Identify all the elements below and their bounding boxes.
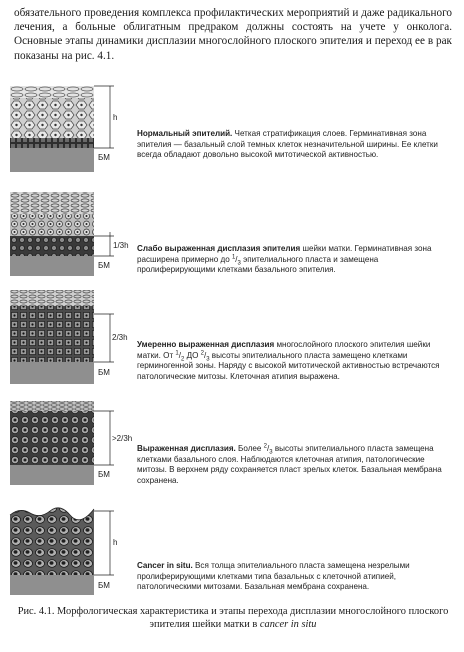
description-severe-dysplasia: Выраженная дисплазия. Более $^2/_3$ высоты эпителиального пласта замещена клетками базального слоя. Наблюдаются клеточная атипия, патологические митозы. В верхнем ряду сохраняется пласт зрелых клеток. Базальная мембрана сохранена.	[137, 443, 442, 485]
basement-membrane-label: БМ	[98, 470, 110, 479]
panel-cancer-in-situ	[10, 503, 128, 595]
illustration-mild-dysplasia	[10, 188, 128, 276]
stage-title: Cancer in situ.	[137, 561, 193, 570]
stage-title: Выраженная дисплазия.	[137, 444, 236, 453]
intro-paragraph: обязательного проведения комплекса профилактических мероприятий и даже радикального лечения, а больные облигатным предраком должны состоять на учете у онколога. Основные этапы динамики дисплазии многослойного плоского эпителия и переход ее в рак показаны на рис. 4.1.	[14, 7, 452, 62]
measure-label: >2/3h	[112, 434, 133, 443]
measure-label: 1/3h	[113, 241, 129, 250]
measure-label: h	[113, 113, 118, 122]
stage-title: Умеренно выраженная дисплазия	[137, 340, 275, 349]
figure-caption: Рис. 4.1. Морфологическая характеристика и этапы перехода дисплазии многослойного плоского эпителия шейки матки в cancer in situ	[17, 606, 449, 630]
stage-title: Слабо выраженная дисплазия эпителия	[137, 244, 301, 253]
description-normal: Нормальный эпителий. Четкая стратификация слоев. Герминативная зона эпителия — базальный слой темных клеток незначительной ширины. Ее клетки всегда обладают довольно высокой митотической активностью.	[137, 129, 438, 160]
stage-title: Нормальный эпителий.	[137, 129, 233, 138]
illustration-normal-epithelium	[10, 80, 128, 172]
measure-label: h	[113, 538, 118, 547]
illustration-severe-dysplasia	[10, 395, 133, 485]
panel-normal	[10, 80, 128, 172]
panel-severe-dysplasia	[10, 395, 133, 485]
panel-mild-dysplasia	[10, 188, 128, 276]
illustration-moderate-dysplasia	[10, 284, 128, 384]
description-moderate-dysplasia: Умеренно выраженная дисплазия многослойного плоского эпителия шейки матки. От $^1/_2$ ДО $^2/_3$ высоты эпителиального пласта замещено клетками герминогенной зоны. Наряду с высокой митотической активностью встречаются патологические митозы. Клеточная атипия выражена.	[137, 340, 440, 381]
basement-membrane-label: БМ	[98, 581, 110, 590]
basement-membrane-label: БМ	[98, 261, 110, 270]
measure-label: 2/3h	[112, 333, 128, 342]
panel-moderate-dysplasia	[10, 284, 128, 384]
description-mild-dysplasia: Слабо выраженная дисплазия эпителия шейки матки. Герминативная зона расширена примерно до $^1/_3$ эпителиального пласта и замещена пролиферирующими клетками базального эпителия.	[137, 244, 432, 275]
basement-membrane-label: БМ	[98, 368, 110, 377]
illustration-cancer-in-situ	[10, 503, 128, 595]
description-cancer-in-situ: Cancer in situ. Вся толща эпителиального пласта замещена незрелыми пролиферирующими клетками типа базальных с клеточной атипией, патологическими митозами. Базальная мембрана сохранена.	[137, 561, 410, 592]
basement-membrane-label: БМ	[98, 153, 110, 162]
